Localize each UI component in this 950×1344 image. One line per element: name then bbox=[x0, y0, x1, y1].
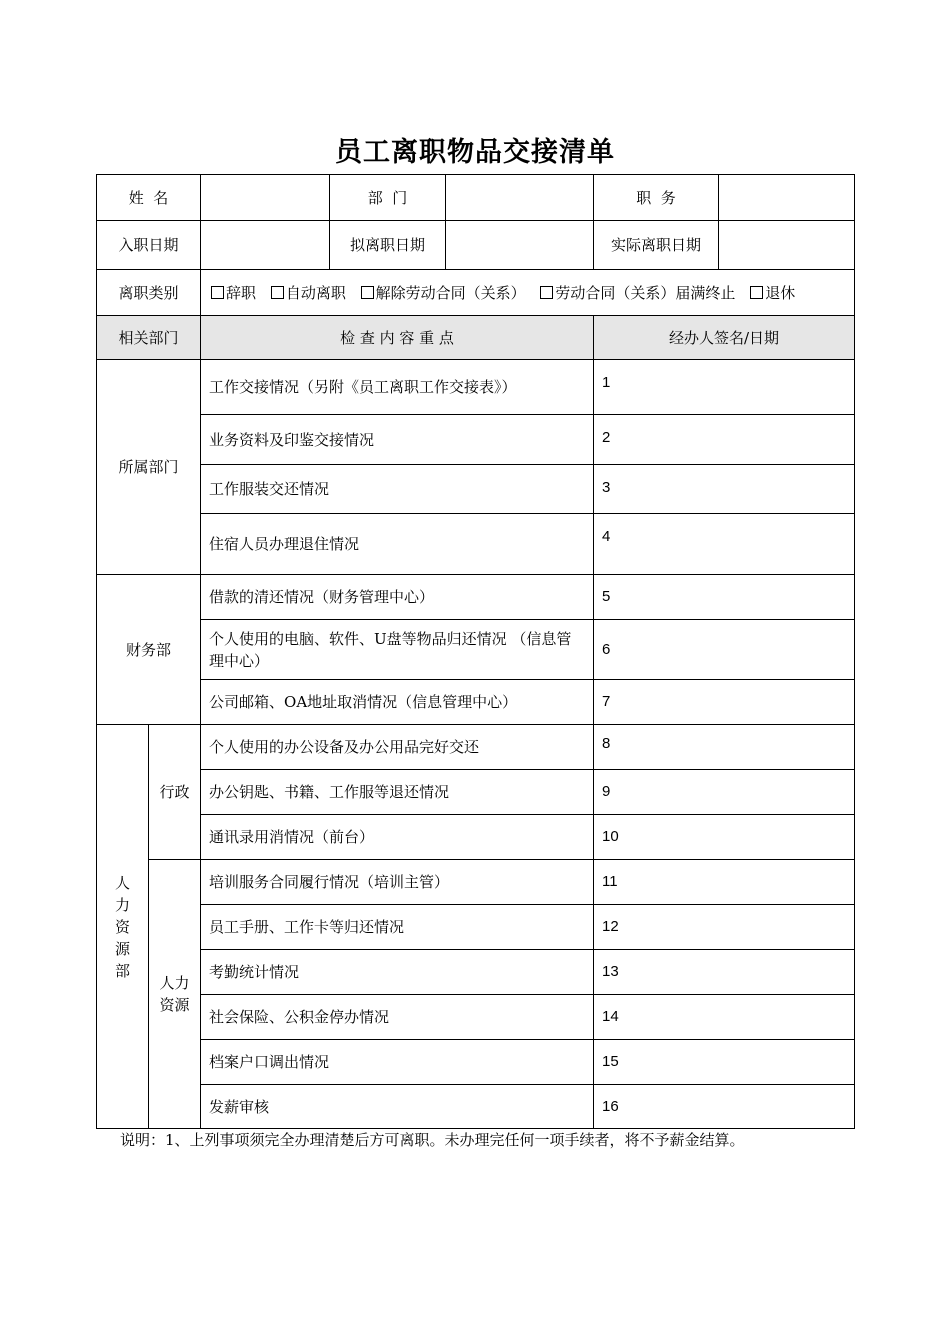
signature-cell[interactable]: 12 bbox=[594, 905, 855, 950]
planned-leave-field[interactable] bbox=[446, 221, 594, 270]
position-field[interactable] bbox=[719, 175, 855, 221]
check-item: 通讯录用消情况（前台） bbox=[201, 815, 594, 860]
category-options bbox=[201, 270, 855, 316]
group-own-dept: 所属部门 bbox=[97, 360, 201, 575]
column-header-signer: 经办人签名/日期 bbox=[594, 316, 855, 360]
dept-field[interactable] bbox=[446, 175, 594, 221]
join-date-field[interactable] bbox=[201, 221, 330, 270]
option-absconded[interactable] bbox=[271, 284, 346, 302]
group-finance: 财务部 bbox=[97, 575, 201, 725]
signature-cell[interactable]: 8 bbox=[594, 725, 855, 770]
position-label: 职 务 bbox=[594, 175, 719, 221]
subgroup-admin: 行政 bbox=[149, 725, 201, 860]
column-header-dept: 相关部门 bbox=[97, 316, 201, 360]
option-label: 辞职 bbox=[226, 283, 257, 302]
signature-cell[interactable]: 6 bbox=[594, 620, 855, 680]
checkbox[interactable] bbox=[361, 286, 374, 299]
planned-leave-label: 拟离职日期 bbox=[330, 221, 446, 270]
name-field[interactable] bbox=[201, 175, 330, 221]
signature-cell[interactable]: 9 bbox=[594, 770, 855, 815]
signature-cell[interactable]: 15 bbox=[594, 1040, 855, 1085]
option-label: 自动离职 bbox=[285, 283, 346, 302]
group-hr-char: 源 bbox=[114, 939, 130, 958]
group-hr-char: 人 bbox=[114, 873, 130, 892]
handover-form bbox=[96, 174, 855, 1129]
signature-cell[interactable]: 7 bbox=[594, 680, 855, 725]
subgroup-hr bbox=[149, 860, 201, 1129]
footnote: 说明：1、上列事项须完全办理清楚后方可离职。未办理完任何一项手续者，将不予薪金结算。 bbox=[120, 1131, 745, 1149]
option-contract-expired[interactable] bbox=[540, 284, 735, 302]
signature-cell[interactable]: 11 bbox=[594, 860, 855, 905]
actual-leave-field[interactable] bbox=[719, 221, 855, 270]
category-label: 离职类别 bbox=[97, 270, 201, 316]
option-terminated[interactable] bbox=[361, 284, 526, 302]
check-item: 业务资料及印鉴交接情况 bbox=[201, 415, 594, 465]
signature-cell[interactable]: 10 bbox=[594, 815, 855, 860]
check-item: 住宿人员办理退住情况 bbox=[201, 514, 594, 575]
signature-cell[interactable]: 3 bbox=[594, 465, 855, 514]
group-hr-char: 部 bbox=[114, 961, 130, 980]
check-item: 工作服装交还情况 bbox=[201, 465, 594, 514]
check-item: 发薪审核 bbox=[201, 1085, 594, 1129]
check-item: 公司邮箱、OA地址取消情况（信息管理中心） bbox=[201, 680, 594, 725]
signature-cell[interactable]: 16 bbox=[594, 1085, 855, 1129]
signature-cell[interactable]: 1 bbox=[594, 360, 855, 415]
subgroup-hr-line: 人力 bbox=[159, 974, 190, 992]
group-hr-char: 力 bbox=[114, 895, 130, 914]
check-item: 借款的清还情况（财务管理中心） bbox=[201, 575, 594, 620]
signature-cell[interactable]: 5 bbox=[594, 575, 855, 620]
option-label: 解除劳动合同（关系） bbox=[375, 283, 526, 302]
signature-cell[interactable]: 13 bbox=[594, 950, 855, 995]
check-item: 个人使用的电脑、软件、U盘等物品归还情况 （信息管理中心） bbox=[201, 620, 594, 680]
check-item: 工作交接情况（另附《员工离职工作交接表》） bbox=[201, 360, 594, 415]
dept-label: 部 门 bbox=[330, 175, 446, 221]
signature-cell[interactable]: 14 bbox=[594, 995, 855, 1040]
signature-cell[interactable]: 2 bbox=[594, 415, 855, 465]
option-label: 退休 bbox=[765, 283, 796, 302]
checkbox[interactable] bbox=[750, 286, 763, 299]
checkbox[interactable] bbox=[211, 286, 224, 299]
page-title: 员工离职物品交接清单 bbox=[335, 137, 615, 168]
option-label: 劳动合同（关系）届满终止 bbox=[555, 283, 736, 302]
check-item: 培训服务合同履行情况（培训主管） bbox=[201, 860, 594, 905]
check-item: 个人使用的办公设备及办公用品完好交还 bbox=[201, 725, 594, 770]
group-hr-char: 资 bbox=[114, 917, 130, 936]
checkbox[interactable] bbox=[540, 286, 553, 299]
subgroup-hr-line: 资源 bbox=[159, 996, 190, 1014]
check-item: 员工手册、工作卡等归还情况 bbox=[201, 905, 594, 950]
join-date-label: 入职日期 bbox=[97, 221, 201, 270]
actual-leave-label: 实际离职日期 bbox=[594, 221, 719, 270]
checkbox[interactable] bbox=[271, 286, 284, 299]
option-resign[interactable] bbox=[211, 284, 256, 302]
check-item: 考勤统计情况 bbox=[201, 950, 594, 995]
name-label: 姓 名 bbox=[97, 175, 201, 221]
check-item: 档案户口调出情况 bbox=[201, 1040, 594, 1085]
option-retired[interactable] bbox=[750, 284, 795, 302]
check-item: 社会保险、公积金停办情况 bbox=[201, 995, 594, 1040]
column-header-content: 检 查 内 容 重 点 bbox=[201, 316, 594, 360]
check-item: 办公钥匙、书籍、工作服等退还情况 bbox=[201, 770, 594, 815]
group-hr bbox=[97, 725, 149, 1129]
signature-cell[interactable]: 4 bbox=[594, 514, 855, 575]
